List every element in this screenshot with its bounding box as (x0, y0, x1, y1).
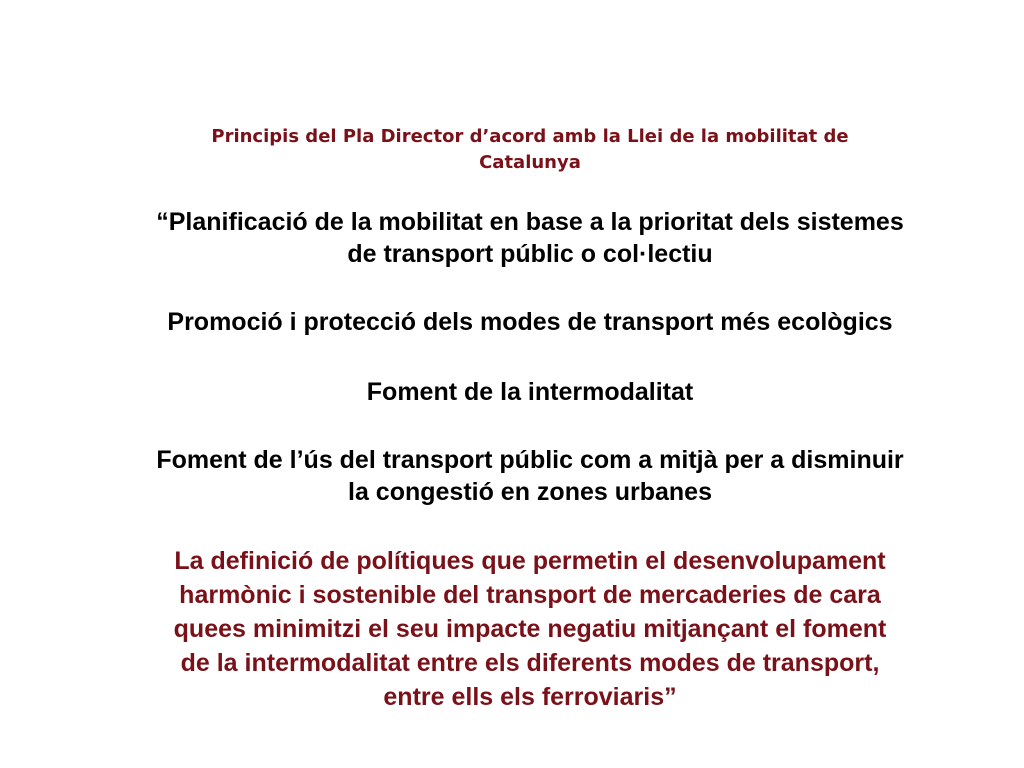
heading-line-1: Principis del Pla Director d’acord amb la Llei de la mobilitat de (211, 126, 849, 147)
principle-public-transport-line-1: Foment de l’ús del transport públic com a mitjà per a disminuir (156, 446, 904, 474)
principle-freight-policy (80, 544, 980, 714)
principle-intermodality-text: Foment de la intermodalitat (366, 378, 694, 406)
principle-planning (80, 206, 980, 270)
slide-heading (120, 124, 940, 176)
principle-freight-policy-line-2: harmònic i sostenible del transport de mercaderies de cara (179, 581, 881, 609)
principle-public-transport (80, 444, 980, 508)
principle-planning-line-2: de transport públic o col·lectiu (347, 240, 713, 268)
principle-planning-line-1: “Planificació de la mobilitat en base a la prioritat dels sistemes (156, 208, 904, 236)
principle-freight-policy-line-3: quees minimitzi el seu impacte negatiu mitjançant el foment (173, 615, 887, 643)
principle-freight-policy-line-5: entre ells els ferroviaris” (383, 683, 677, 711)
principle-freight-policy-line-1: La definició de polítiques que permetin el desenvolupament (174, 547, 886, 575)
principle-ecological-modes-text: Promoció i protecció dels modes de transport més ecològics (167, 308, 893, 336)
principle-ecological-modes (80, 306, 980, 338)
principle-freight-policy-line-4: de la intermodalitat entre els diferents modes de transport, (180, 649, 880, 677)
heading-line-2: Catalunya (479, 152, 581, 173)
principle-public-transport-line-2: la congestió en zones urbanes (348, 478, 712, 506)
principle-intermodality (80, 376, 980, 408)
